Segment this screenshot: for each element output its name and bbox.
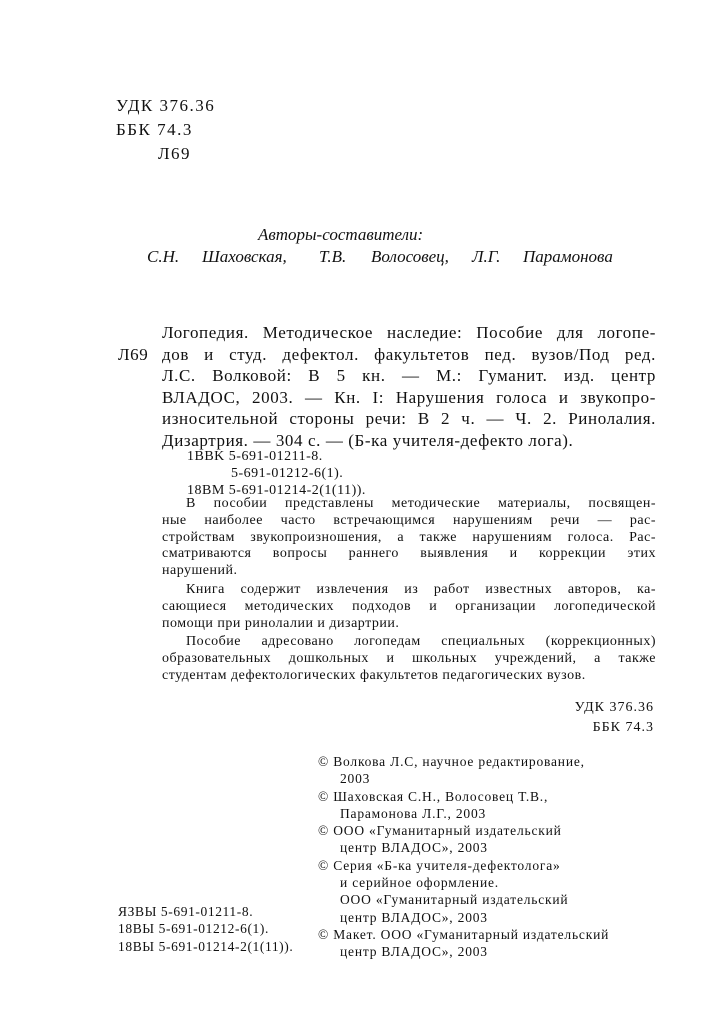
authors-heading: Авторы-составители: xyxy=(258,225,424,244)
copyright-line: © Шаховская С.Н., Волосовец Т.В., xyxy=(318,788,549,804)
isbn-bottom-line: 18ВЫ 5-691-01214-2(1(11)). xyxy=(118,938,294,954)
copyright-line: ООО «Гуманитарный издательский xyxy=(340,892,569,908)
annotation-line: нарушений. xyxy=(162,563,238,579)
catalog-line: Дизартрия. — 304 с. — (Б-ка учителя-дефекто лога). xyxy=(162,430,574,450)
author-initial-2: Т.В. xyxy=(319,247,347,266)
copyright-line: центр ВЛАДОС», 2003 xyxy=(340,944,488,960)
bbk-code: ББК 74.3 xyxy=(116,120,193,139)
isbn-bottom-line: 18ВЫ 5-691-01212-6(1). xyxy=(118,921,269,937)
copyright-line: © ООО «Гуманитарный издательский xyxy=(318,823,562,839)
catalog-line: Логопедия. Методическое наследие: Пособие для логопе- xyxy=(162,323,656,342)
copyright-line: © Волкова Л.С, научное редактирование, xyxy=(318,754,585,769)
author-surname-1: Шаховская, xyxy=(202,247,287,266)
catalog-line: Л.С. Волковой: В 5 кн. — М.: Гуманит. изд. центр xyxy=(162,366,656,385)
classification-top xyxy=(116,94,215,166)
annotation-line: Книга содержит извлечения из работ известных авторов, ка- xyxy=(186,581,656,597)
annotation-line: стройствам звукопроизношения, а также нарушениям голоса. Рас- xyxy=(162,529,656,545)
annotation-line: сматриваются вопросы раннего выявления и коррекции этих xyxy=(162,546,656,562)
udk-code-bottom: УДК 376.36 xyxy=(574,700,654,715)
catalog-line: износительной стороны речи: В 2 ч. — Ч. 2. Ринолалия. xyxy=(162,409,656,428)
isbn-2: 5-691-01212-6(1). xyxy=(231,466,344,481)
catalog-line: ВЛАДОС, 2003. — Кн. I: Нарушения голоса и звукопро- xyxy=(162,387,656,407)
annotation-line: образовательных дошкольных и школьных учреждений, а также xyxy=(162,651,656,667)
author-initial-3: Л.Г. xyxy=(472,247,501,266)
copyright-line: Парамонова Л.Г., 2003 xyxy=(340,805,487,821)
annotation-line: сающиеся методических подходов и организации логопедической xyxy=(162,598,656,614)
author-initial-1: С.Н. xyxy=(147,247,180,266)
udk-code: УДК 376.36 xyxy=(116,96,216,115)
annotation-line: ные наиболее часто встречающимся нарушениям речи — рас- xyxy=(162,512,656,528)
copyright-line: © Макет. ООО «Гуманитарный издательский xyxy=(318,926,610,942)
annotation-line: помощи при ринолалии и дизартрии. xyxy=(162,615,400,631)
copyright-line: и серийное оформление. xyxy=(340,875,499,891)
isbn-1: 1BBK 5-691-01211-8. xyxy=(187,449,323,464)
isbn-bottom-block xyxy=(118,903,293,955)
classification-bottom xyxy=(520,698,654,738)
copyright-line: 2003 xyxy=(340,771,371,787)
annotation-line: Пособие адресовано логопедам специальных (коррекционных) xyxy=(186,634,656,650)
author-surname-3: Парамонова xyxy=(523,247,613,266)
catalog-entry xyxy=(162,322,656,451)
annotation xyxy=(162,496,656,685)
copyright-line: © Серия «Б-ка учителя-дефектолога» xyxy=(318,857,561,873)
catalog-code: Л69 xyxy=(118,345,149,364)
author-surname-2: Волосовец, xyxy=(371,247,449,266)
copyright-block xyxy=(318,753,609,961)
copyright-line: центр ВЛАДОС», 2003 xyxy=(340,840,488,856)
author-mark: Л69 xyxy=(158,144,192,163)
copyright-line: центр ВЛАДОС», 2003 xyxy=(340,909,488,925)
catalog-line: дов и студ. дефектол. факультетов пед. вузов/Под ред. xyxy=(162,344,656,364)
bbk-code-bottom: ББК 74.3 xyxy=(592,720,654,735)
isbn-bottom-line: ЯЗВЫ 5-691-01211-8. xyxy=(118,904,254,919)
isbn-3: 18BM 5-691-01214-2(1(11)). xyxy=(187,483,366,498)
annotation-line: студентам дефектологических факультетов педагогических вузов. xyxy=(162,667,586,683)
annotation-line: В пособии представлены методические материалы, посвящен- xyxy=(186,496,656,511)
